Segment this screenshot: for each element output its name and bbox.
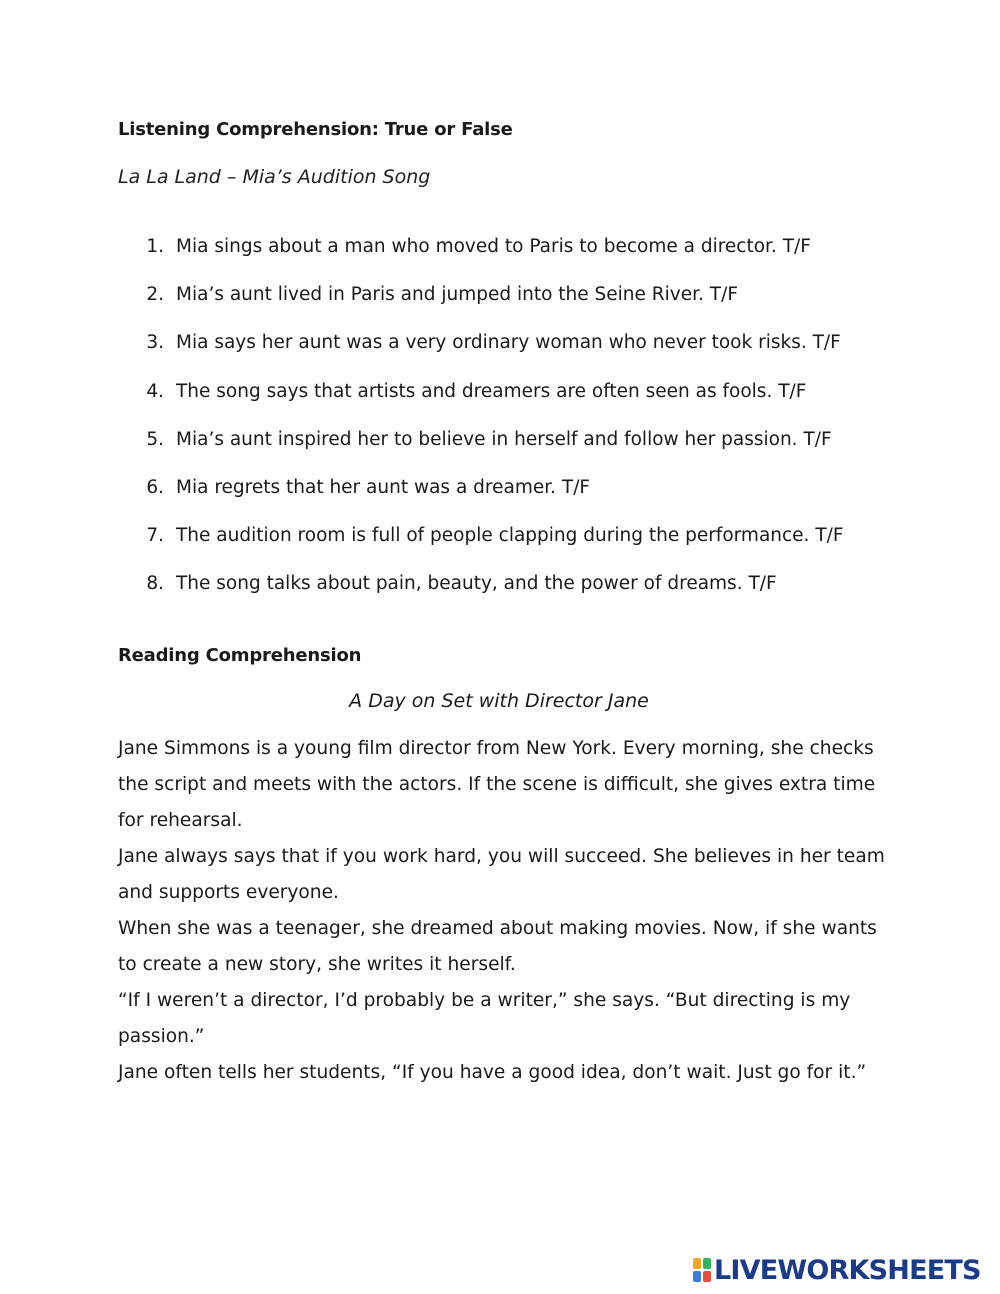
question-text: Mia sings about a man who moved to Paris to become a director. T/F: [176, 236, 811, 257]
question-text: Mia’s aunt lived in Paris and jumped into the Seine River. T/F: [176, 284, 738, 306]
story-paragraph: When she was a teenager, she dreamed about making movies. Now, if she wants to create a new story, she writes it herself.: [118, 918, 877, 975]
question-number: 6.: [146, 476, 164, 498]
reading-section-title: Reading Comprehension: [118, 645, 362, 666]
story-paragraph: Jane often tells her students, “If you have a good idea, don’t wait. Just go for it.”: [118, 1062, 867, 1083]
question-text: The audition room is full of people clapping during the performance. T/F: [176, 525, 844, 547]
question-number: 1.: [146, 236, 164, 257]
logo-mark-tile: [693, 1258, 701, 1269]
story-title: A Day on Set with Director Jane: [349, 690, 649, 712]
question-text: Mia says her aunt was a very ordinary woman who never took risks. T/F: [176, 332, 841, 354]
question-number: 3.: [146, 332, 164, 354]
logo-mark-icon: [692, 1257, 712, 1283]
listening-subtitle: La La Land – Mia’s Audition Song: [118, 166, 431, 188]
listening-section-title: Listening Comprehension: True or False: [118, 119, 513, 140]
logo-mark-tile: [693, 1271, 701, 1282]
question-number: 8.: [146, 573, 164, 595]
question-number: 7.: [146, 525, 164, 547]
story-paragraph: Jane Simmons is a young film director from New York. Every morning, she checks the script and meets with the actors. If the scene is difficult, she gives extra time for rehearsal.: [118, 738, 876, 831]
liveworksheets-logo: [692, 1255, 981, 1285]
question-number: 4.: [146, 380, 164, 402]
logo-text: LIVEWORKSHEETS: [714, 1254, 981, 1286]
story-paragraph: “If I weren’t a director, I’d probably be a writer,” she says. “But directing is my passion.”: [118, 990, 851, 1047]
logo-mark-tile: [703, 1258, 711, 1269]
question-text: Mia regrets that her aunt was a dreamer. T/F: [176, 476, 591, 498]
question-text: Mia’s aunt inspired her to believe in herself and follow her passion. T/F: [176, 428, 832, 450]
question-text: The song talks about pain, beauty, and the power of dreams. T/F: [176, 573, 777, 595]
question-number: 2.: [146, 284, 164, 306]
story-paragraph: Jane always says that if you work hard, you will succeed. She believes in her team and supports everyone.: [118, 846, 885, 903]
question-text: The song says that artists and dreamers are often seen as fools. T/F: [176, 380, 807, 402]
logo-mark-tile: [703, 1271, 711, 1282]
question-number: 5.: [146, 428, 164, 450]
story-body: [118, 731, 888, 1091]
